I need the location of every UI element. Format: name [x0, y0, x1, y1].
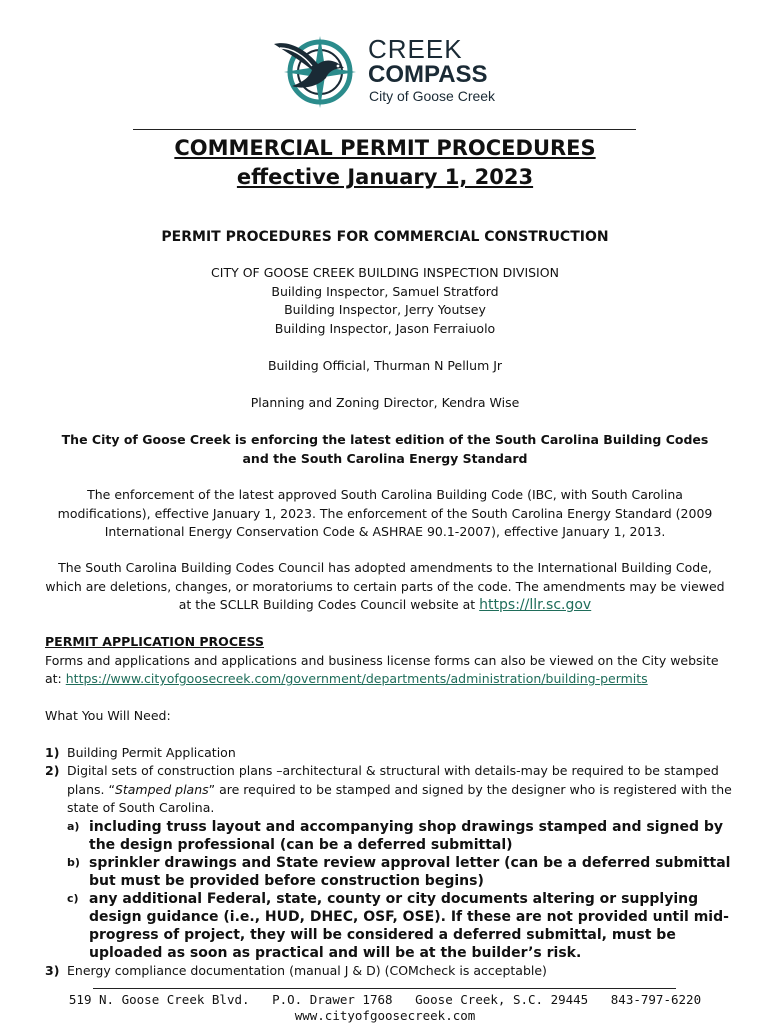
- sub-list-item-text: any additional Federal, state, county or city documents altering or supplying design guidance (i.e., HUD, DHEC, OSF, OSE). If these are not provided until mid-progress of project, they will be considered a deferred submittal, must be uploaded as soon as practical and will be at the builder’s risk.: [89, 890, 729, 961]
- sub-list-letter: c): [67, 891, 79, 905]
- permit-process-heading: PERMIT APPLICATION PROCESS: [45, 634, 264, 649]
- logo-line-compass: COMPASS: [368, 61, 488, 88]
- list-number: 3): [45, 962, 60, 978]
- building-official: Building Official, Thurman N Pellum Jr: [267, 358, 503, 373]
- list-item-text: Digital sets of construction plans –architectural & structural with details-may be required to be stamped plans. “: [67, 763, 719, 797]
- section-subtitle: PERMIT PROCEDURES FOR COMMERCIAL CONSTRUCTION: [161, 229, 609, 245]
- sub-list-item-text: including truss layout and accompanying shop drawings stamped and signed by the design professional (can be a deferred submittal): [89, 818, 724, 853]
- stamped-plans-term: Stamped plans: [114, 781, 209, 797]
- list-item: [45, 762, 735, 961]
- enforcement-statement: The City of Goose Creek is enforcing the latest edition of the South Carolina Building Codes and the South Carolina Energy Standard: [61, 432, 709, 466]
- planning-director: Planning and Zoning Director, Kendra Wise: [250, 395, 520, 410]
- city-logo: [270, 30, 510, 110]
- staff-inspector: Building Inspector, Jerry Youtsey: [284, 302, 486, 318]
- footer-website: www.cityofgoosecreek.com: [294, 1008, 476, 1023]
- building-permits-link[interactable]: https://www.cityofgoosecreek.com/government/departments/administration/building-permits: [65, 671, 648, 687]
- list-item-text: Energy compliance documentation (manual J & D) (COMcheck is acceptable): [67, 962, 547, 978]
- list-item-text: ” are required to be stamped and signed by the designer who is registered with the state of South Carolina.: [67, 781, 732, 816]
- footer-contact: [0, 992, 770, 1008]
- sub-list-letter: a): [67, 819, 80, 833]
- list-number: 2): [45, 763, 60, 779]
- list-item-text: Building Permit Application: [67, 745, 236, 760]
- bird-compass-logo-icon: [270, 30, 366, 110]
- page-title-date: effective January 1, 2023: [236, 165, 534, 189]
- forms-paragraph: [45, 652, 735, 689]
- sub-list-item: [67, 890, 735, 962]
- sub-list-item: [67, 818, 735, 854]
- list-item: [45, 962, 735, 980]
- staff-division: CITY OF GOOSE CREEK BUILDING INSPECTION DIVISION: [211, 265, 559, 280]
- amendments-text: The South Carolina Building Codes Council has adopted amendments to the International Building Code, which are deletions, changes, or moratoriums to certain parts of the code. The amendments may be viewed at the SCLLR Building Codes Council website at: [45, 560, 725, 613]
- footer-phone: 843-797-6220: [610, 992, 702, 1007]
- footer-po-box: P.O. Drawer 1768: [272, 992, 393, 1007]
- footer-divider: [93, 988, 676, 989]
- list-item: [45, 744, 735, 762]
- sub-list-letter: b): [67, 855, 80, 869]
- code-enforcement-paragraph: The enforcement of the latest approved South Carolina Building Code (IBC, with South Carolina modifications), effective January 1, 2023. The enforcement of the South Carolina Energy Standard (2009 International Energy Conservation Code & ASHRAE 90.1-2007), effective January 1, 2013.: [57, 487, 713, 540]
- list-number: 1): [45, 745, 60, 760]
- logo-line-creek: CREEK: [368, 34, 463, 64]
- sub-list-item: [67, 854, 735, 890]
- logo-line-city: City of Goose Creek: [369, 88, 496, 104]
- sub-list: [67, 818, 735, 962]
- staff-inspector: Building Inspector, Jason Ferraiuolo: [274, 320, 496, 336]
- forms-text: Forms and applications and applications and business license forms can also be viewed on the City website at:: [45, 653, 719, 687]
- requirements-label: What You Will Need:: [45, 708, 171, 723]
- requirements-list: [45, 744, 735, 980]
- amendments-paragraph: [45, 559, 725, 615]
- staff-list: [0, 264, 770, 338]
- scllr-link[interactable]: https://llr.sc.gov: [479, 597, 592, 614]
- header-divider: [133, 129, 636, 130]
- footer-address: 519 N. Goose Creek Blvd.: [68, 992, 250, 1007]
- sub-list-item-text: sprinkler drawings and State review approval letter (can be a deferred submittal but must be provided before construction begins): [89, 854, 731, 889]
- page-title: COMMERCIAL PERMIT PROCEDURES: [174, 136, 596, 160]
- staff-inspector: Building Inspector, Samuel Stratford: [271, 283, 499, 299]
- footer-city: Goose Creek, S.C. 29445: [415, 992, 589, 1007]
